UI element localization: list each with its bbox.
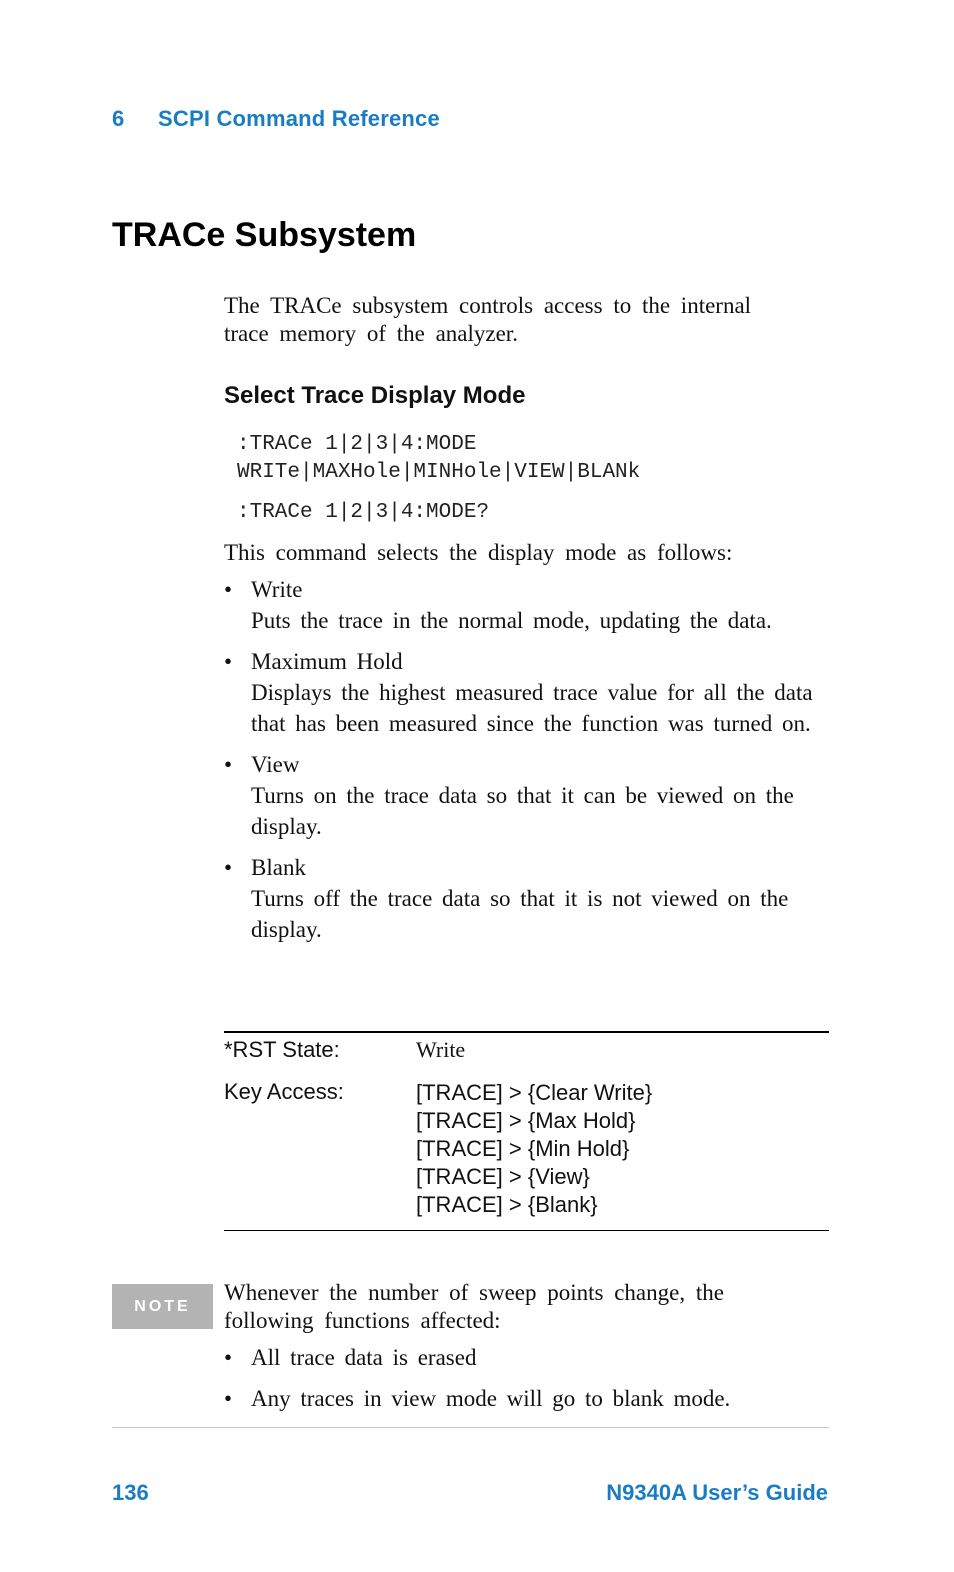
note-item: All trace data is erased [251, 1345, 477, 1370]
rst-state-value: Write [416, 1037, 466, 1062]
mode-name: Blank [251, 855, 306, 880]
chapter-number: 6 [112, 106, 125, 131]
chapter-title: SCPI Command Reference [158, 106, 440, 131]
mode-description: Turns off the trace data so that it is not viewed on the display. [251, 886, 789, 942]
guide-title: N9340A User’s Guide [606, 1480, 828, 1505]
mode-list [224, 574, 828, 955]
table-top-rule [224, 1031, 829, 1033]
chapter-header [112, 106, 440, 132]
mode-description: Turns on the trace data so that it can be viewed on the display. [251, 783, 794, 839]
mode-name: View [251, 752, 300, 777]
description-paragraph: This command selects the display mode as follows: [224, 540, 733, 565]
query-syntax: :TRACe 1|2|3|4:MODE? [237, 501, 490, 524]
note-text: Whenever the number of sweep points change, the following functions affected: [224, 1280, 724, 1333]
table-bottom-rule [224, 1230, 829, 1231]
list-item [224, 852, 828, 945]
mode-description: Displays the highest measured trace value for all the data that has been measured since the function was turned on. [251, 680, 813, 736]
mode-description: Puts the trace in the normal mode, updating the data. [251, 608, 772, 633]
bullet-icon: • [224, 649, 233, 674]
intro-paragraph: The TRACe subsystem controls access to the internal trace memory of the analyzer. [224, 293, 752, 346]
section-heading: Select Trace Display Mode [224, 382, 526, 409]
footer-divider [112, 1427, 829, 1428]
list-item [224, 1383, 828, 1414]
bullet-icon: • [224, 752, 233, 777]
bullet-icon: • [224, 577, 233, 602]
key-access-label: Key Access: [224, 1079, 344, 1104]
list-item [224, 574, 828, 636]
bullet-icon: • [224, 855, 233, 880]
key-access-item: [TRACE] > {Min Hold} [416, 1136, 630, 1161]
command-syntax-line2: WRITe|MAXHole|MINHole|VIEW|BLANk [237, 461, 641, 484]
key-access-item: [TRACE] > {Blank} [416, 1192, 598, 1217]
note-item: Any traces in view mode will go to blank mode. [251, 1386, 731, 1411]
list-item [224, 749, 828, 842]
list-item [224, 1342, 828, 1373]
key-access-item: [TRACE] > {Max Hold} [416, 1108, 636, 1133]
key-access-item: [TRACE] > {Clear Write} [416, 1080, 653, 1105]
key-access-item: [TRACE] > {View} [416, 1164, 590, 1189]
command-syntax-line1: :TRACe 1|2|3|4:MODE [237, 433, 477, 456]
key-access-list [416, 1079, 652, 1219]
list-item [224, 646, 828, 739]
note-badge: NOTE [112, 1284, 213, 1329]
rst-state-label: *RST State: [224, 1037, 340, 1062]
mode-name: Write [251, 577, 303, 602]
bullet-icon: • [224, 1345, 233, 1370]
mode-name: Maximum Hold [251, 649, 403, 674]
note-list [224, 1342, 828, 1424]
page-number: 136 [112, 1480, 149, 1505]
page-title: TRACe Subsystem [112, 216, 417, 254]
bullet-icon: • [224, 1386, 233, 1411]
